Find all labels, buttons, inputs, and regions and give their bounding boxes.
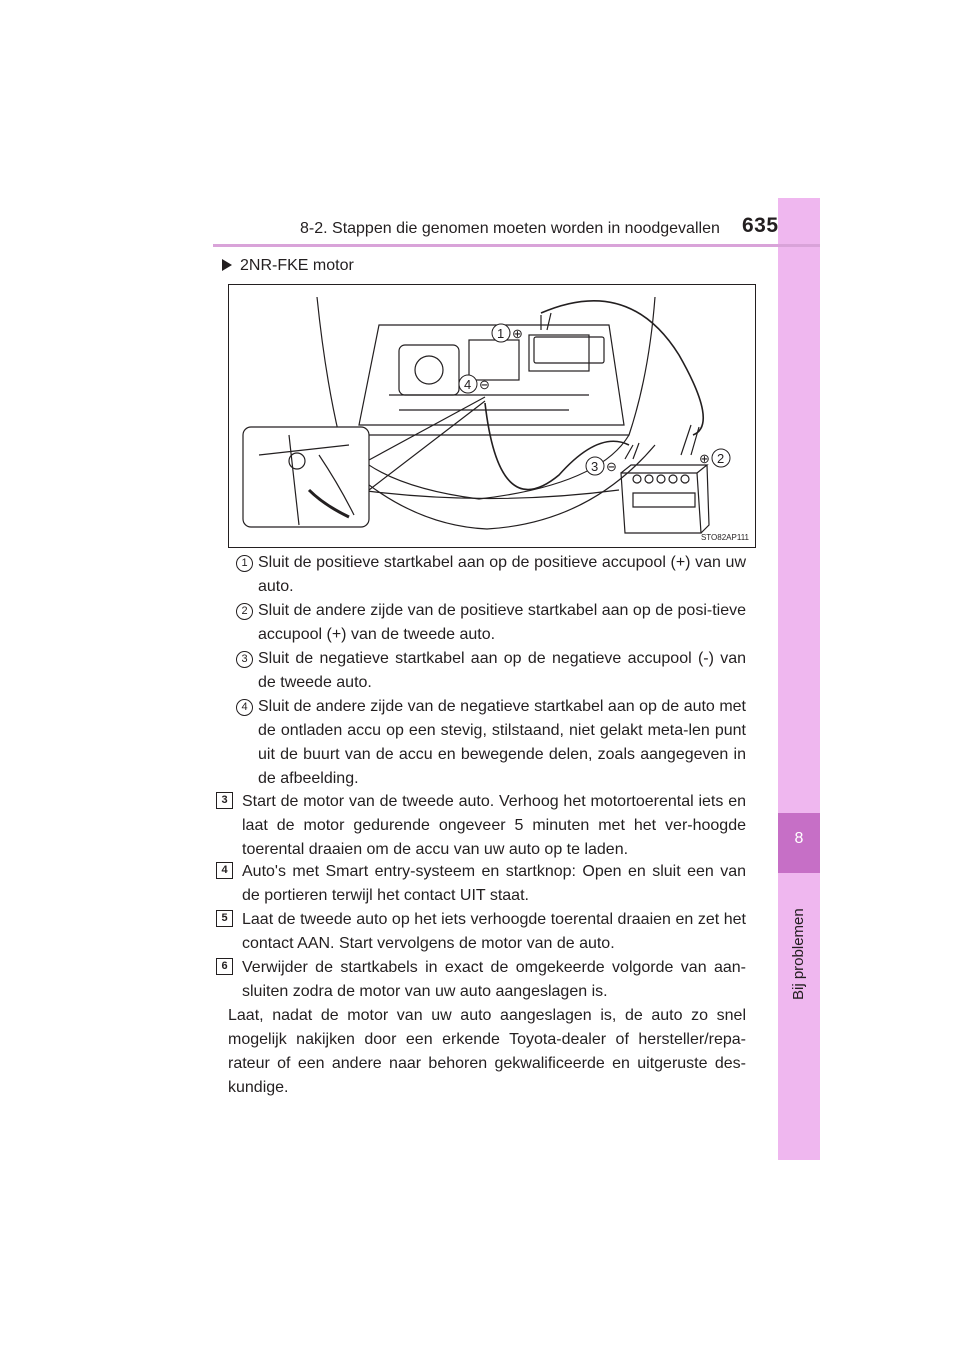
jump-start-diagram — [229, 285, 755, 547]
substep-marker: 3 — [236, 651, 253, 668]
svg-text:⊖: ⊖ — [606, 459, 617, 474]
step-marker: 6 — [216, 958, 233, 975]
step-text: Laat de tweede auto op het iets verhoogde toerental draaien en zet het contact AAN. Start vervolgens de motor van de auto. — [242, 911, 746, 952]
closing-paragraph: Laat, nadat de motor van uw auto aangeslagen is, de auto zo snel mogelijk nakijken door een erkende Toyota-dealer of hersteller/repa-rateur of een andere naar behoren gekwalificeerde en uitgeruste des-kundige. — [228, 1007, 746, 1096]
step-marker: 4 — [216, 862, 233, 879]
svg-text:⊕: ⊕ — [699, 451, 710, 466]
figure-label-4: 4 — [464, 377, 472, 392]
chapter-side-tab — [778, 198, 820, 1160]
step-text: Auto's met Smart entry-systeem en startknop: Open en sluit een van de portieren terwijl het contact UIT staat. — [242, 863, 746, 904]
figure-label-1: 1 — [497, 326, 505, 341]
figure-label-2: 2 — [717, 451, 725, 466]
chapter-label: Bij problemen — [790, 908, 807, 1000]
figure-code: STO82AP111 — [700, 533, 749, 542]
substep-marker: 4 — [236, 699, 253, 716]
step-marker: 5 — [216, 910, 233, 927]
svg-text:⊕: ⊕ — [512, 326, 523, 341]
substep-marker: 1 — [236, 555, 253, 572]
subheading — [222, 257, 354, 275]
substep-text: Sluit de andere zijde van de negatieve startkabel aan op de auto met de ontladen accu op een stevig, stilstaand, niet gelakt meta-len punt uit de buurt van de accu en bewegende delen, zoals aangegeven in de afbeelding. — [258, 698, 746, 787]
substep-text: Sluit de negatieve startkabel aan op de negatieve accupool (-) van de tweede auto. — [258, 650, 746, 691]
step-marker: 3 — [216, 792, 233, 809]
engine-bay-illustration — [228, 284, 756, 548]
step-text: Verwijder de startkabels in exact de omgekeerde volgorde van aan-sluiten zodra de motor van uw auto aangeslagen is. — [242, 959, 746, 1000]
section-title: 8-2. Stappen die genomen moeten worden in noodgevallen — [300, 220, 720, 237]
page-number: 635 — [742, 214, 779, 237]
substep-marker: 2 — [236, 603, 253, 620]
svg-text:⊖: ⊖ — [479, 377, 490, 392]
substep-text: Sluit de positieve startkabel aan op de positieve accupool (+) van uw auto. — [258, 554, 746, 595]
substep-text: Sluit de andere zijde van de positieve startkabel aan op de posi-tieve accupool (+) van de tweede auto. — [258, 602, 746, 643]
figure-label-3: 3 — [591, 459, 599, 474]
subheading-text: 2NR-FKE motor — [240, 257, 354, 274]
step-text: Start de motor van de tweede auto. Verhoog het motortoerental iets en laat de motor gedurende ongeveer 5 minuten met het ver-hoogde toerental draaien om de accu van uw auto op te laden. — [242, 793, 746, 858]
triangle-bullet-icon — [222, 259, 232, 271]
chapter-number: 8 — [794, 830, 804, 847]
header-rule — [213, 244, 820, 247]
